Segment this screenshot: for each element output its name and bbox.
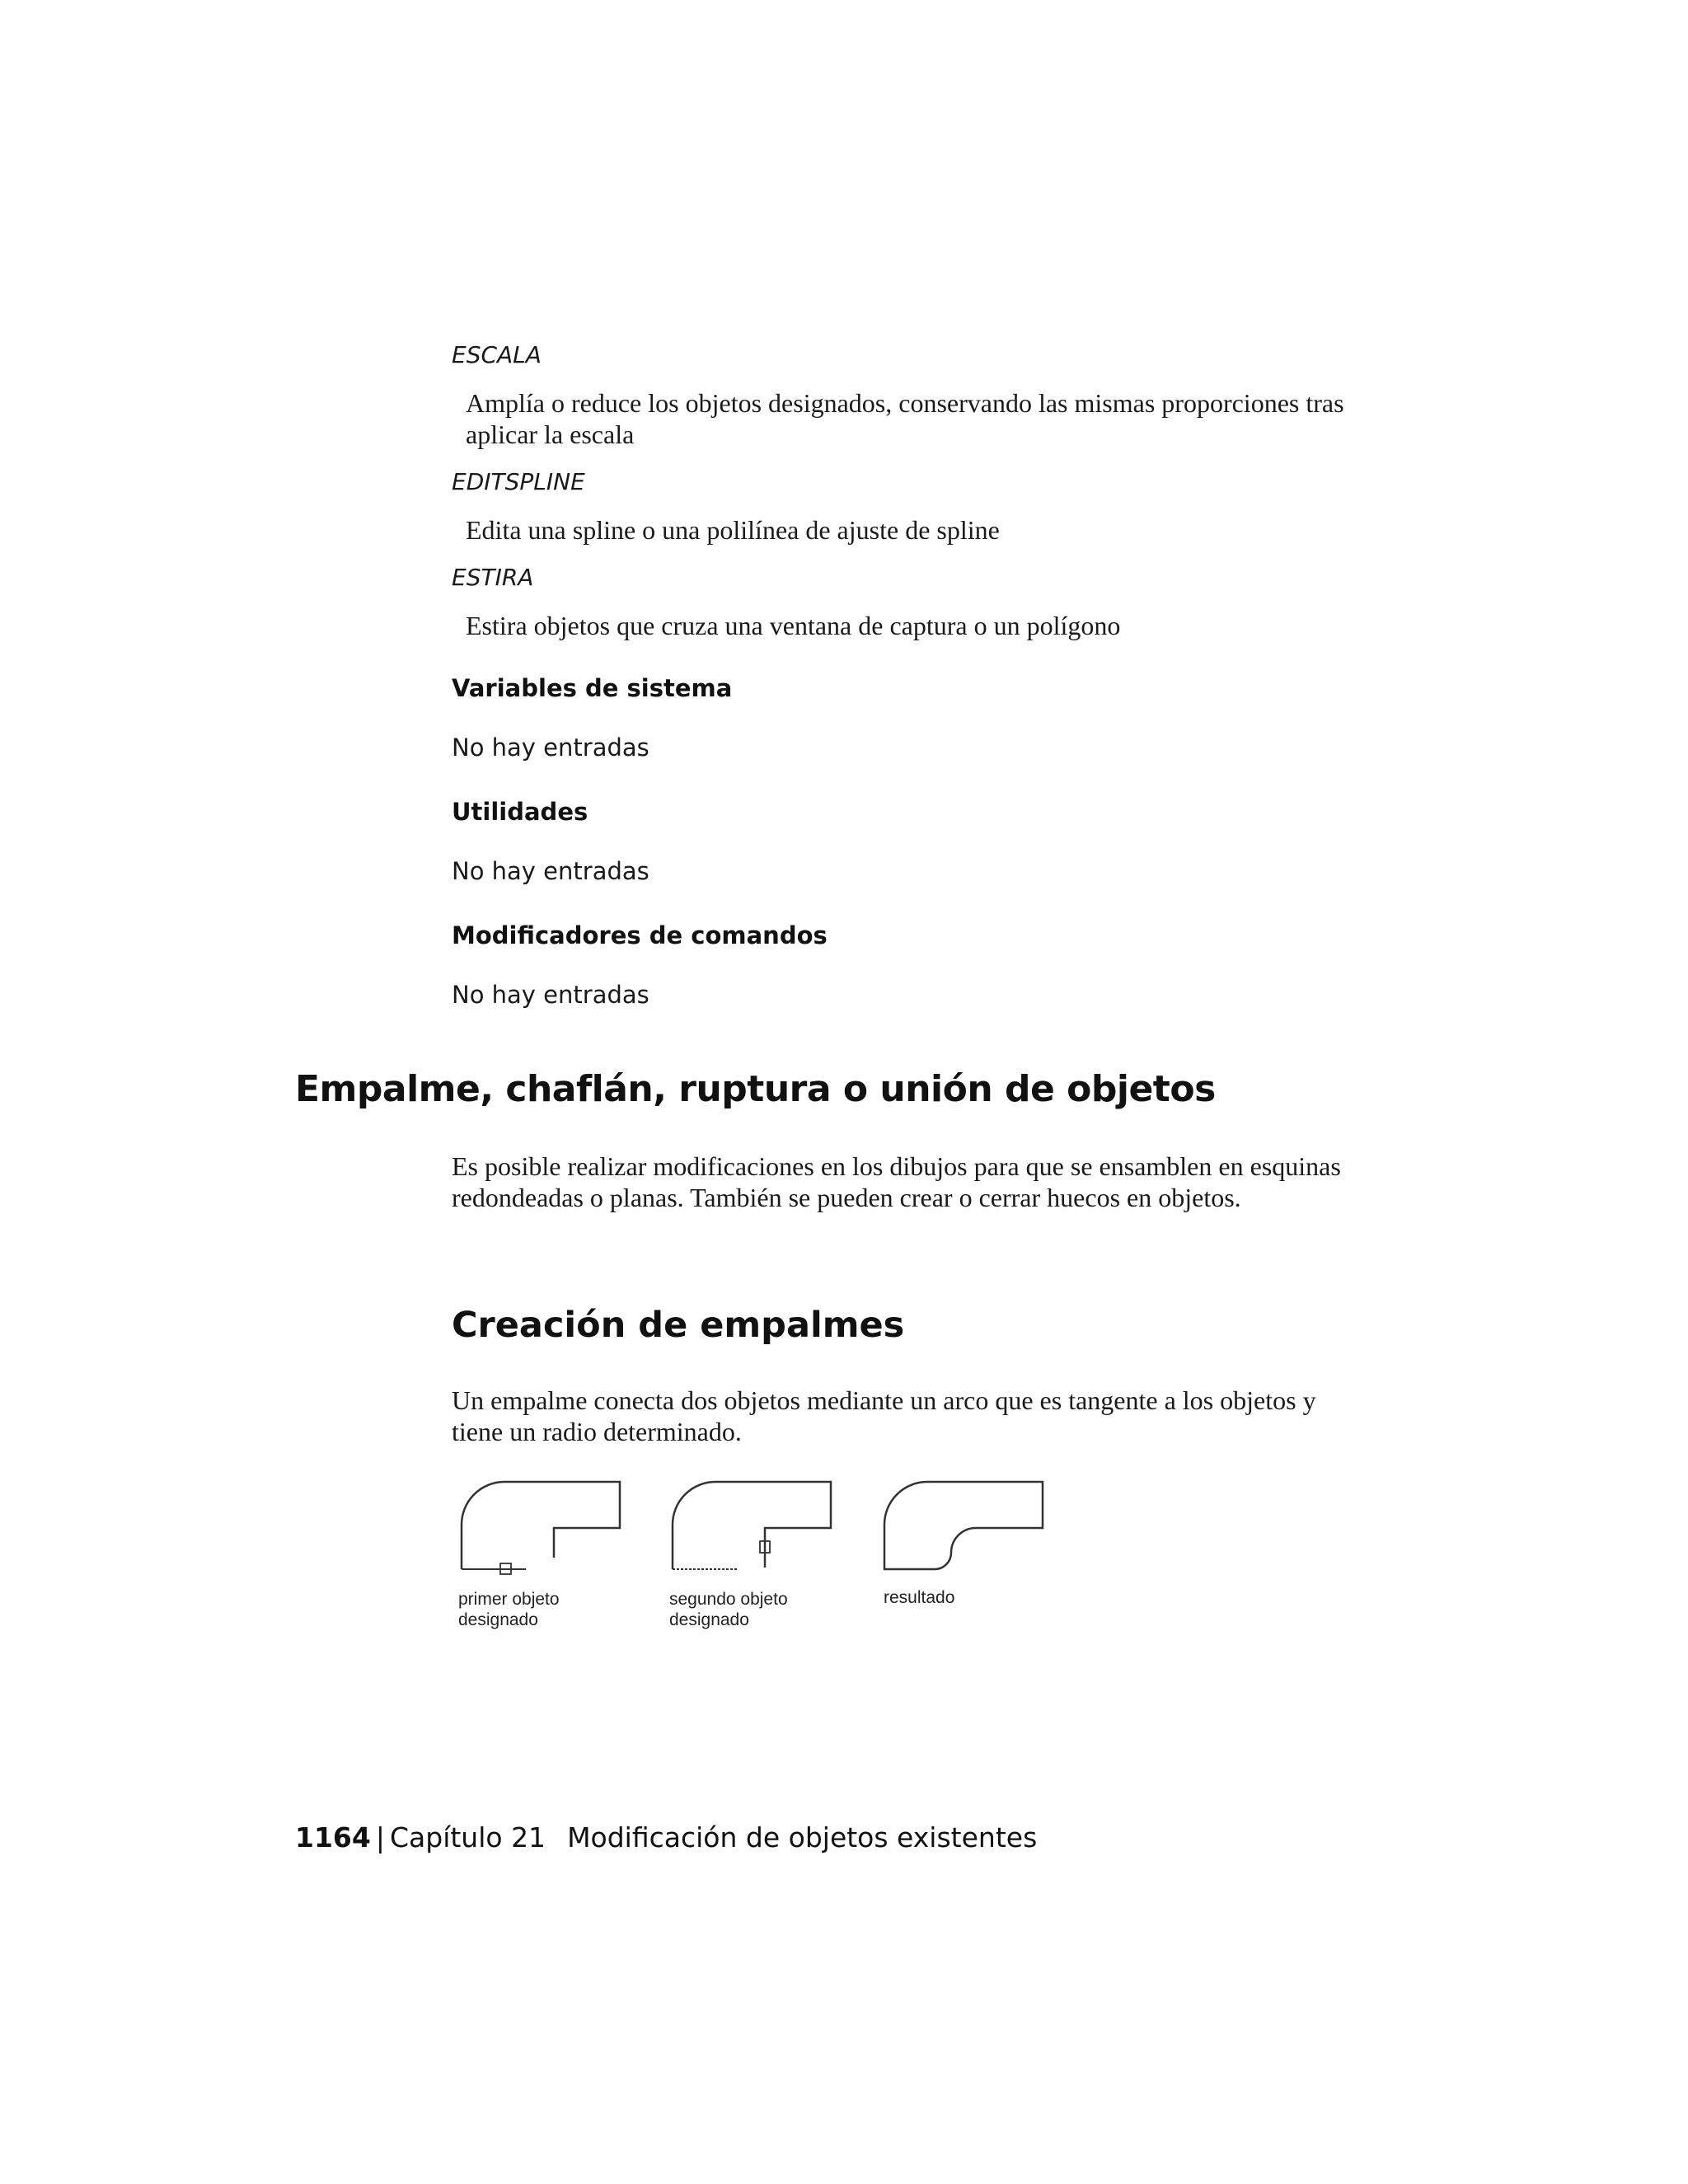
figure-label-result: resultado xyxy=(884,1588,955,1607)
footer-separator: | xyxy=(375,1821,385,1854)
figure-label-first: primer objeto designado xyxy=(458,1590,560,1629)
main-intro-paragraph: Es posible realizar modificaciones en los dibujos para que se ensamblen en esquinas redondeadas o planas. También se pueden crear o cerrar huecos en objetos. xyxy=(452,1151,1341,1212)
sub-heading: Creación de empalmes xyxy=(452,1305,905,1346)
page-footer xyxy=(295,1821,1037,1854)
section-heading: Variables de sistema xyxy=(452,674,733,702)
footer-chapter-title: Modificación de objetos existentes xyxy=(567,1821,1038,1854)
section-heading: Utilidades xyxy=(452,798,588,826)
figure-label-second: segundo objeto designado xyxy=(669,1590,788,1629)
result-shape xyxy=(884,1482,1043,1569)
command-name: ESTIRA xyxy=(452,564,534,591)
command-description: Estira objetos que cruza una ventana de captura o un polígono xyxy=(466,611,1121,640)
section-body: No hay entradas xyxy=(452,981,649,1009)
command-name: ESCALA xyxy=(452,341,542,368)
main-heading: Empalme, chaflán, ruptura o unión de objetos xyxy=(295,1068,1216,1110)
section-body: No hay entradas xyxy=(452,733,649,762)
fillet-figure xyxy=(452,1467,1062,1657)
section-body: No hay entradas xyxy=(452,857,649,885)
first-object-shape xyxy=(462,1482,620,1574)
footer-chapter: Capítulo 21 xyxy=(389,1821,546,1854)
second-object-shape xyxy=(673,1482,831,1569)
page-number: 1164 xyxy=(295,1821,371,1854)
section-heading: Modificadores de comandos xyxy=(452,921,828,949)
sub-intro-paragraph: Un empalme conecta dos objetos mediante un arco que es tangente a los objetos y tiene un radio determinado. xyxy=(452,1385,1316,1446)
command-name: EDITSPLINE xyxy=(452,468,585,495)
command-description: Amplía o reduce los objetos designados, conservando las mismas proporciones tras aplicar la escala xyxy=(466,388,1344,449)
command-description: Edita una spline o una polilínea de ajuste de spline xyxy=(466,515,1000,545)
